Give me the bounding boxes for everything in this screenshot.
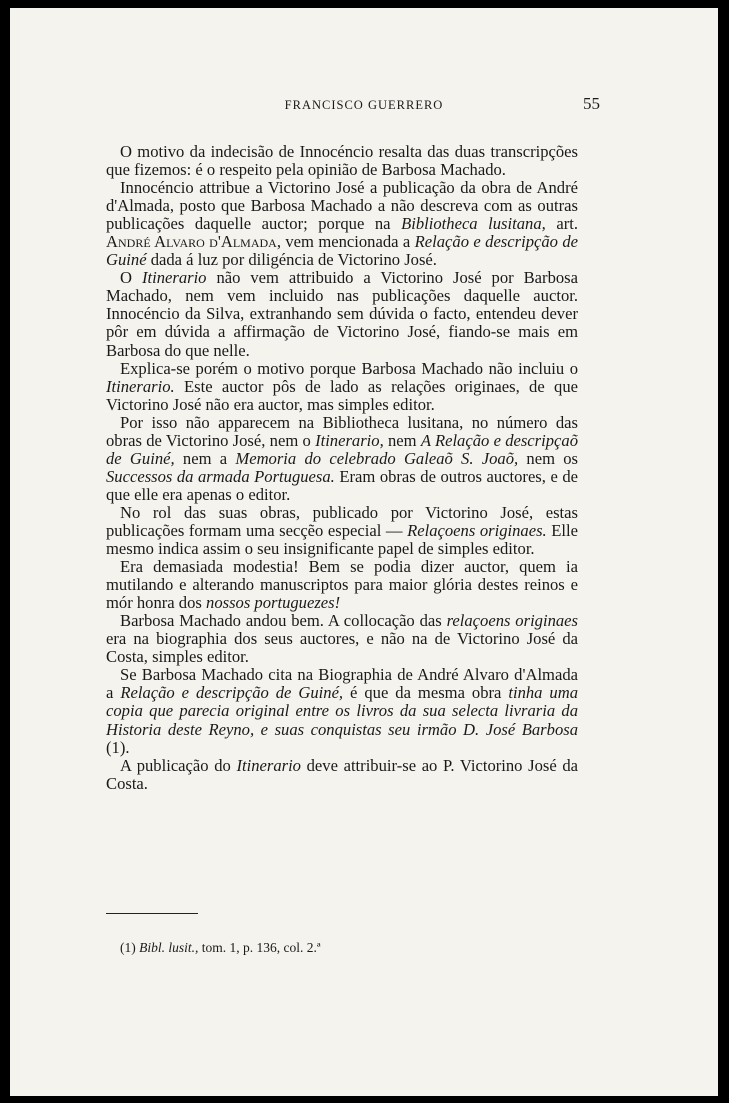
paragraph [106, 504, 578, 558]
italic-run: Itinerario [141, 268, 207, 288]
text-run: A publicação do [120, 755, 237, 775]
paragraph [106, 143, 578, 179]
text-run: O motivo da indecisão de Innocéncio resalta das duas transcripções que fizemos: é o respeito pela opinião de Barbosa Machado. [106, 142, 578, 180]
footnote-marker: (1) [120, 940, 140, 955]
text-run: é que da mesma obra [343, 683, 509, 703]
paragraph [106, 757, 578, 793]
italic-run: nossos portuguezes! [206, 593, 341, 613]
text-run: art. [545, 214, 578, 234]
italic-run: Bibliotheca lusitana, [401, 214, 546, 234]
text-run: Barbosa Machado andou bem. A collocação das [120, 611, 447, 631]
footnote-detail: tom. 1, p. 136, col. 2.ª [198, 940, 321, 955]
italic-run: relaçoens originaes [446, 611, 578, 631]
italic-run: Itinerario. [106, 376, 175, 396]
text-run: dada á luz por diligéncia de Victorino José. [146, 250, 437, 270]
italic-run: tinha uma copia que parecia original entre os livros da sua selecta livraria da Historia deste Reyno, e suas conquistas seu irmão D. José Barbosa [106, 683, 578, 739]
footnote-source: Bibl. lusit., [139, 940, 199, 955]
text-run: Explica-se porém o motivo porque Barbosa Machado não incluiu o [120, 358, 578, 378]
paragraph [106, 612, 578, 666]
italic-run: Memoria do celebrado Galeaõ S. Joaõ, [235, 448, 519, 468]
italic-run: Successos da armada Portuguesa. [106, 466, 335, 486]
footnote [120, 940, 321, 956]
italic-run: Relação e descripção de Guiné [106, 232, 579, 270]
text-run: Elle mesmo indica assim o seu insignificante papel de simples editor. [106, 520, 578, 559]
text-run: , vem mencionada a [276, 232, 415, 252]
text-run: nem [383, 430, 421, 450]
text-run: Este auctor pôs de lado as relações originaes, de que Victorino José não era auctor, mas simples editor. [106, 376, 578, 414]
text-run: Eram obras de outros auctores, e de que elle era apenas o editor. [106, 466, 578, 504]
footnote-rule [106, 913, 198, 914]
text-run: No rol das suas obras, publicado por Victorino José, estas publicações formam uma secçẽo especial — [106, 502, 578, 540]
running-head: FRANCISCO GUERRERO [284, 98, 444, 112]
text-run: Por isso não apparecem na Bibliotheca lusitana, no número das obras de Victorino José, nem o [106, 412, 578, 450]
paragraph [106, 414, 578, 504]
paragraph [106, 558, 578, 612]
smallcaps-run: André Alvaro d'Almada [106, 232, 277, 252]
text-run: Se Barbosa Machado cita na Biographia de André Alvaro d'Almada a [106, 665, 578, 703]
body-text [106, 143, 578, 793]
text-run: nem a [174, 448, 236, 468]
text-run: era na biographia dos seus auctores, e não na de Victorino José da Costa, simples editor. [106, 629, 578, 667]
text-run: (1). [106, 737, 130, 757]
text-run: Era demasiada modestia! Bem se podia dizer auctor, quem ia mutilando e alterando manuscriptos para maior glória destes reinos e mór honra dos [106, 557, 578, 613]
book-page [10, 8, 718, 1096]
text-run: Innocéncio attribue a Victorino José a publicação da obra de André d'Almada, posto que Barbosa Machado a não descreva com as outras publicações daquelle auctor; porque na [106, 178, 578, 234]
italic-run: Itinerario [236, 755, 301, 775]
paragraph [106, 666, 578, 756]
italic-run: A Relação e descripçaõ de Guiné, [106, 430, 578, 468]
italic-run: Itinerario, [315, 430, 384, 450]
paragraph [106, 269, 578, 359]
text-run: não vem attribuido a Victorino José por Barbosa Machado, nem vem incluido nas publicações daquelle auctor. Innocéncio da Silva, extranhando sem dúvida o facto, entendeu dever pôr em dúvida a affirmação de Victorino José, fiando-se mais em Barbosa do que nelle. [106, 268, 578, 360]
text-run: O [120, 268, 142, 288]
text-run: nem os [518, 448, 579, 468]
italic-run: Relação e descripção de Guiné, [120, 683, 344, 703]
italic-run: Relaçoens originaes. [407, 520, 547, 540]
page-number: 55 [583, 94, 600, 113]
text-run: deve attribuir-se ao P. Victorino José da Costa. [106, 755, 578, 793]
paragraph [106, 179, 578, 269]
paragraph [106, 360, 578, 414]
